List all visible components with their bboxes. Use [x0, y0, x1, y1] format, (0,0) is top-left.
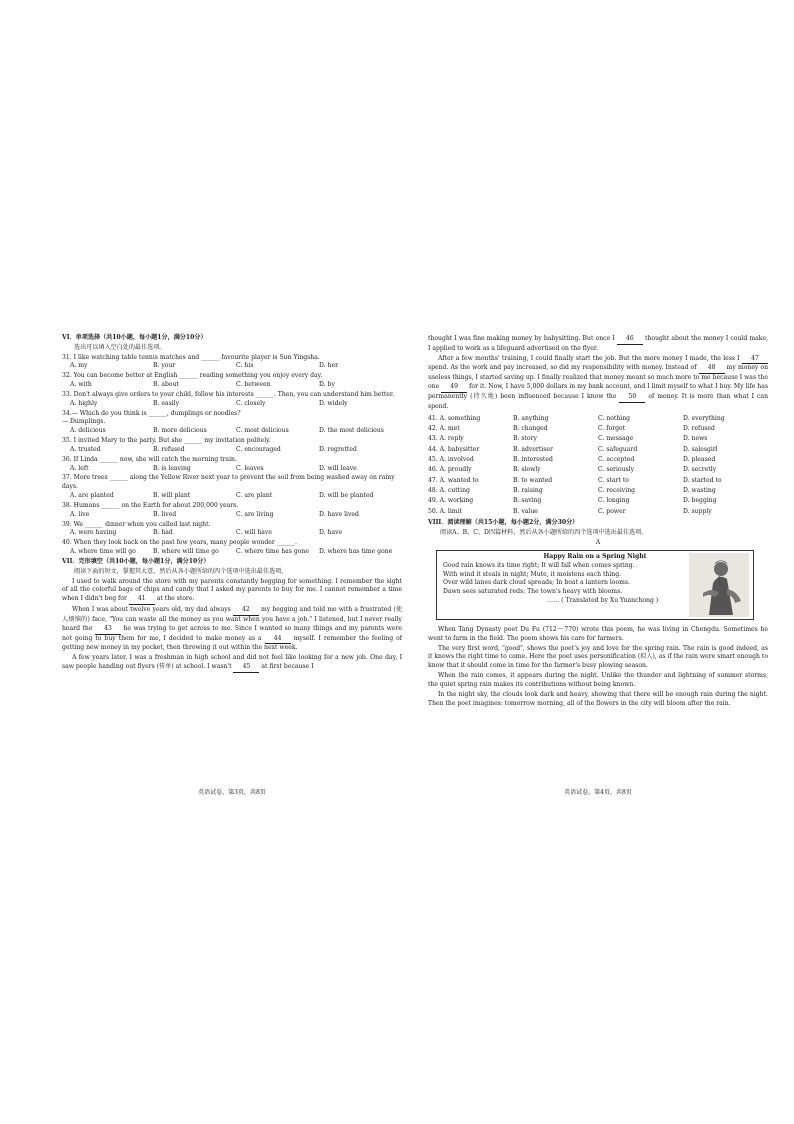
option-row [62, 548, 402, 557]
cloze-option[interactable]: B. slowly [513, 466, 541, 474]
blank-41[interactable]: 41 [129, 595, 155, 605]
cloze-option[interactable]: B. advertiser [513, 445, 553, 453]
reading-paragraph: When Tang Dynasty poet Du Fu (712～770) wrote this poem, he was living in Chengdu. Sometimes he went to farm in the field. The poem shows his care for farmers. [428, 625, 768, 642]
blank-47[interactable]: 47 [742, 355, 768, 365]
cloze-text: myself. I remember the feeling of getting new money in my pocket, then throwing it out within the next week. [62, 634, 403, 652]
answer-option[interactable]: D. by [319, 381, 335, 389]
cloze-option[interactable]: B. interested [513, 455, 553, 463]
answer-option[interactable]: D. will be planted [319, 492, 374, 500]
question-stem: 32. You can become better at English ______ reading something you enjoy every day. [62, 372, 323, 380]
answer-option[interactable]: D. regretted [319, 445, 357, 453]
answer-option[interactable]: C. will have [236, 529, 272, 537]
answer-option[interactable]: B. had [153, 529, 173, 537]
poem-line: With wind it steals in night; Mute, it moistens each thing. [443, 570, 622, 578]
cloze-text: he was trying to get across to me. Since I wanted so many things and my parents were not going to buy them for me, I decided to make money as a [62, 624, 402, 642]
question-stem: 36. If Linda ______ now, she will catch the morning train. [62, 455, 237, 463]
poem-title: Happy Rain on a Spring Night [543, 552, 647, 560]
cloze-option[interactable]: 42. A. met [428, 424, 460, 432]
answer-option[interactable]: B. more delicious [153, 427, 207, 435]
cloze-option[interactable]: D. wasting [683, 486, 716, 494]
answer-option[interactable]: B. is leaving [153, 464, 191, 472]
answer-option[interactable]: B. easily [153, 399, 180, 407]
option-row [62, 511, 402, 520]
cloze-option[interactable]: C. accepted [598, 455, 635, 463]
cloze-text: thought about the money I could make, I applied to work as a lifeguard advertised on the flyer. [428, 335, 769, 352]
question-item [62, 502, 402, 520]
answer-option[interactable]: D. will leave [319, 464, 357, 472]
cloze-option[interactable]: D. everything [683, 414, 725, 422]
answer-option[interactable]: A. where time will go [70, 548, 136, 556]
cloze-option[interactable]: B. raising [513, 486, 543, 494]
poem-line: Over wild lanes dark cloud spreads; In boat a lantern looms. [443, 579, 630, 587]
answer-option[interactable]: D. have lived [319, 510, 359, 518]
cloze-text: at the store. [156, 595, 195, 603]
cloze-text: spend. As the work and pay increased, so did my responsibility with money. Instead of [428, 364, 697, 372]
question-stem: 35. I invited Mary to the party. But she ______ my invitation politely. [62, 437, 271, 445]
blank-43[interactable]: 43 [95, 625, 121, 635]
poem-line: Good rain knows its time right; It will fall when comes spring. [443, 561, 635, 569]
du-fu-portrait-image [689, 553, 749, 617]
cloze-text: A few years later, I was a freshman in high school and did not feel like looking for a new job. One day, I saw people handing out flyers (传单) at school. I wasn't [62, 654, 402, 670]
cloze-option[interactable]: D. begging [683, 497, 717, 505]
section-6-instructions: 选出可以填入空白处的最佳选项。 [74, 343, 166, 351]
option-row [62, 362, 402, 371]
section-7-instructions: 阅读下面的短文，掌握其大意，然后从各小题所给的四个选项中选出最佳选项。 [74, 567, 288, 575]
reading-paragraph: In the night sky, the clouds look dark and heavy, showing that there will be enough rain during the night. Then the poet imagines: tomorrow morning, all of the flowers in the city will bloom after the rain. [428, 690, 768, 707]
option-row [62, 529, 402, 538]
cloze-option[interactable]: 43. A. reply [428, 435, 464, 443]
question-stem: 31. I like watching table tennis matches and ______ favourite player is Sun Yingsha. [62, 353, 320, 361]
question-item [62, 437, 402, 455]
cloze-option[interactable]: B. to wanted [513, 476, 553, 484]
question-stem: 37. More trees ______ along the Yellow River next year to prevent the soil from being washed away on rainy days. [62, 474, 395, 491]
answer-option[interactable]: C. are living [236, 510, 274, 518]
reading-paragraph: When the rain comes, it appears during the night. Unlike the thunder and lightning of summer storms, the quiet spring rain makes its contributions without being known. [428, 672, 768, 688]
cloze-text: at first because I [261, 662, 314, 670]
cloze-option[interactable]: C. start to [598, 476, 629, 484]
answer-option[interactable]: C. between [236, 381, 271, 389]
question-item [62, 521, 402, 539]
question-item [62, 410, 402, 436]
blank-45[interactable]: 45 [233, 663, 259, 673]
cloze-option[interactable]: D. news [683, 435, 708, 443]
answer-option[interactable]: B. lived [153, 510, 177, 518]
blank-50[interactable]: 50 [619, 393, 645, 403]
cloze-option[interactable]: D. salesgirl [683, 445, 718, 453]
cloze-option[interactable]: B. story [513, 435, 537, 443]
question-item [62, 474, 402, 500]
cloze-text: After a few months' training, I could finally start the job. But the more money I made, the less I [438, 354, 740, 362]
cloze-option[interactable]: B. value [513, 507, 538, 515]
cloze-option[interactable]: B. anything [513, 414, 549, 422]
cloze-paragraph [62, 654, 402, 673]
answer-option[interactable]: C. his [236, 362, 254, 370]
blank-44[interactable]: 44 [265, 635, 291, 645]
cloze-option[interactable]: D. secretly [683, 466, 717, 474]
answer-option[interactable]: B. where will time go [153, 548, 219, 556]
answer-option[interactable]: B. your [153, 362, 176, 370]
cloze-option[interactable]: C. nothing [598, 414, 631, 422]
cloze-paragraph [428, 335, 768, 354]
answer-option[interactable]: C. encouraged [236, 445, 281, 453]
blank-scan-margin-top [0, 0, 794, 330]
cloze-option[interactable]: B. saving [513, 497, 542, 505]
question-stem: 40. When they look back on the past few years, many people wonder ______. [62, 539, 297, 547]
cloze-option[interactable]: D. started to [683, 476, 722, 484]
blank-46[interactable]: 46 [617, 335, 643, 345]
poem-line: Dawn sees saturated reds; The town's heavy with blooms. [443, 588, 623, 596]
cloze-option[interactable]: C. forgot [598, 424, 626, 432]
answer-option[interactable]: A. highly [70, 399, 98, 407]
answer-option[interactable]: D. her [319, 362, 338, 370]
answer-option[interactable]: D. the most delicious [319, 427, 384, 435]
answer-option[interactable]: A. with [70, 381, 92, 389]
cloze-option[interactable]: 47. A. wanted to [428, 476, 479, 484]
cloze-text: of money. It is more than what I can spend. [428, 392, 768, 410]
cloze-option[interactable]: 41. A. something [428, 414, 481, 422]
cloze-option[interactable]: C. receiving [598, 486, 636, 494]
answer-option[interactable]: C. leaves [236, 464, 264, 472]
passage-label: A [595, 539, 601, 547]
page-footer: 英语试卷，第3页，共8页 [198, 789, 266, 797]
option-row [62, 492, 402, 501]
answer-option[interactable]: B. about [153, 381, 179, 389]
cloze-option[interactable]: 49. A. working [428, 497, 474, 505]
answer-option[interactable]: A. trusted [70, 445, 101, 453]
question-item [62, 372, 402, 390]
page-3 [62, 334, 402, 798]
answer-option[interactable]: C. are plant [236, 492, 273, 500]
cloze-text: my begging and told me with a frustrated (使人烦恼的) face, "You can waste all the money as you want when you have a job." I listened, but I never really heard the [62, 606, 403, 632]
section-6-title: VI．单项选择（共10小题，每小题1分，满分10分） [62, 334, 207, 341]
poem-box [436, 550, 754, 620]
cloze-options-grid [428, 415, 768, 517]
answer-option[interactable]: A. left [70, 464, 89, 472]
question-item [62, 539, 402, 557]
cloze-paragraph [428, 355, 768, 412]
question-item [62, 391, 402, 409]
cloze-option[interactable]: C. power [598, 507, 626, 515]
blank-48[interactable]: 48 [699, 364, 725, 374]
cloze-option[interactable]: 46. A. proudly [428, 466, 472, 474]
cloze-text: my money on useless things, I started saving up. I finally realized that money meant so much more to me because I was the one [428, 364, 769, 391]
question-item [62, 456, 402, 474]
cloze-option[interactable]: 48. A. cutting [428, 486, 470, 494]
question-stem: 38. Humans ______ on the Earth for about 200,000 years. [62, 501, 239, 509]
answer-option[interactable]: A. are planted [70, 492, 114, 500]
blank-42[interactable]: 42 [233, 606, 259, 616]
cloze-option[interactable]: C. safeguard [598, 445, 638, 453]
option-row [62, 400, 402, 409]
answer-option[interactable]: A. delicious [70, 427, 106, 435]
section-8-title: VIII．阅读理解（共15小题，每小题2分，满分30分） [428, 519, 579, 527]
cloze-text: I used to walk around the store with my parents constantly begging for something. I remember the sight of all the colorful bags of chips and candy that I asked my parents to buy for me. I cannot remember a time when I didn't beg for [62, 577, 402, 603]
page-footer: 英语试卷，第4页，共8页 [564, 789, 632, 797]
section-7-title: VII．完形填空（共10小题，每小题1分，满分10分） [62, 557, 210, 565]
cloze-option[interactable]: 45. A. involved [428, 455, 474, 463]
section-8-instructions: 阅读A、B、C、D四篇材料，然后从各小题所给的四个选项中选出最佳选项。 [440, 529, 648, 537]
answer-option[interactable]: A. my [70, 362, 88, 370]
cloze-paragraph [62, 578, 402, 605]
answer-option[interactable]: B. will plant [153, 492, 191, 500]
cloze-option[interactable]: 50. A. limit [428, 507, 462, 515]
answer-option[interactable]: B. refused [153, 445, 185, 453]
cloze-text: When I was about twelve years old, my dad always [72, 606, 231, 614]
question-stem: 34.— Which do you think is ______, dumplings or noodles? — Dumplings. [62, 409, 241, 426]
cloze-text: for it. Now, I have 5,000 dollars in my bank account, and I limit myself to what I buy. My life has permanently (持久地) been influenced because I know the [428, 383, 768, 400]
answer-option[interactable]: D. have [319, 529, 343, 537]
cloze-option[interactable]: D. pleased [683, 455, 716, 463]
page-4 [428, 334, 768, 798]
option-row [62, 427, 402, 436]
option-row [62, 381, 402, 390]
blank-scan-margin-bottom [0, 800, 794, 1124]
poem-credit: …… ( Translated by Xu Yuanchong ) [547, 597, 659, 605]
exam-sheet [62, 334, 772, 798]
answer-option[interactable]: C. where time has gone [236, 548, 309, 556]
cloze-paragraph [62, 606, 402, 653]
answer-option[interactable]: A. live [70, 510, 90, 518]
answer-option[interactable]: C. most delicious [236, 427, 289, 435]
question-stem: 39. We ______ dinner when you called last night. [62, 520, 211, 528]
answer-option[interactable]: D. widely [319, 399, 348, 407]
cloze-option[interactable]: 44. A. babysitter [428, 445, 480, 453]
cloze-option[interactable]: C. message [598, 435, 634, 443]
cloze-option[interactable]: B. changed [513, 424, 548, 432]
option-row [62, 446, 402, 455]
answer-option[interactable]: D. where has time gone [319, 548, 393, 556]
answer-option[interactable]: C. closely [236, 399, 266, 407]
multiple-choice-list [62, 354, 402, 557]
reading-paragraph: The very first word, "good", shows the poet's joy and love for the spring rain. The rain is good indeed, as it knows the right time to come. Here the poet uses personification (拟人), as if the rain were smart enough to know that it should come in time for the farmer's busy plowing season. [428, 644, 768, 670]
option-row [62, 465, 402, 474]
cloze-option[interactable]: D. refused [683, 424, 715, 432]
question-stem: 33. Don't always give orders to your child, follow his interests ______. Then, you can understand him better. [62, 390, 395, 398]
blank-49[interactable]: 49 [441, 383, 467, 393]
cloze-text: thought I was fine making money by babysitting. But once I [428, 335, 615, 342]
cloze-option[interactable]: C. longing [598, 497, 630, 505]
cloze-option[interactable]: C. seriously [598, 466, 635, 474]
answer-option[interactable]: A. were having [70, 529, 117, 537]
question-item [62, 354, 402, 372]
cloze-option[interactable]: D. supply [683, 507, 712, 515]
